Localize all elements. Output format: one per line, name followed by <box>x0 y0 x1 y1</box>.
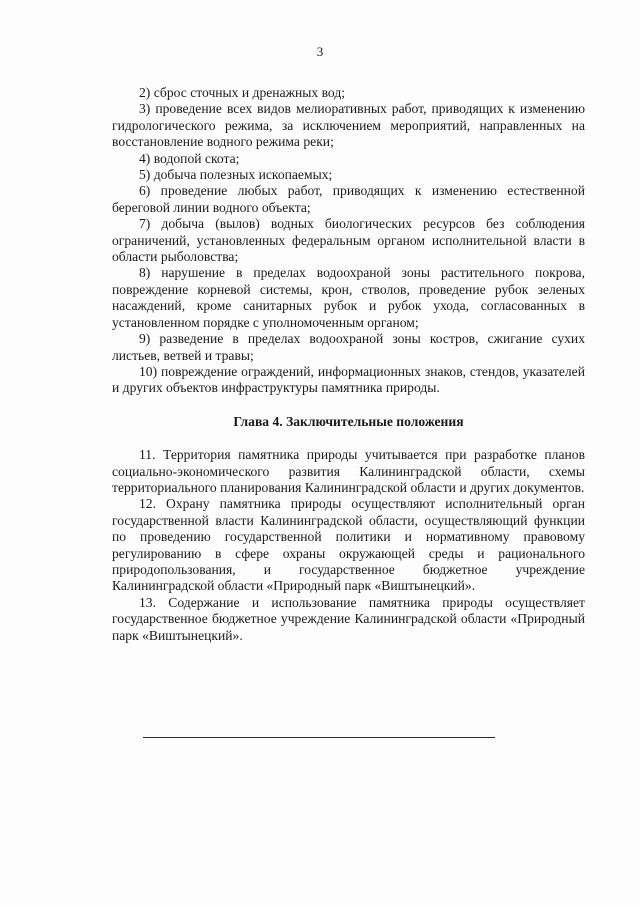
list-item: 5) добыча полезных ископаемых; <box>139 167 333 183</box>
prohibited-activities-list <box>112 85 585 397</box>
list-item: 7) добыча (вылов) водных биологических ресурсов без соблюдения ограничений, установленных федеральным органом исполнительной власти в области рыболовства; <box>112 216 585 265</box>
paragraph-12: 12. Охрану памятника природы осуществляют исполнительный орган государственной власти Калининградской области, осуществляющий функции по проведению государственной политики и нормативному правовому регулированию в сфере охраны окружающей среды и рационального природопользования, и государственное бюджетное учреждение Калининградской области «Природный парк «Виштынецкий». <box>112 496 585 594</box>
list-item: 9) разведение в пределах водоохраной зоны костров, сжигание сухих листьев, ветвей и травы; <box>112 331 585 363</box>
list-item: 2) сброс сточных и дренажных вод; <box>139 85 346 100</box>
final-provisions <box>112 447 585 644</box>
chapter-heading: Глава 4. Заключительные положения <box>233 413 464 429</box>
paragraph-13: 13. Содержание и использование памятника природы осуществляет государственное бюджетное учреждение Калининградской области «Природный парк «Виштынецкий». <box>112 594 585 643</box>
end-of-document-line <box>143 737 495 738</box>
list-item: 10) повреждение ограждений, информационных знаков, стендов, указателей и других объектов инфраструктуры памятника природы. <box>112 363 585 396</box>
list-item: 3) проведение всех видов мелиоративных работ, приводящих к изменению гидрологического режима, за исключением мероприятий, направленных на восстановление водного режима реки; <box>112 101 585 150</box>
page-number: 3 <box>316 44 324 59</box>
document-body <box>112 85 585 644</box>
paragraph-11: 11. Территория памятника природы учитывается при разработке планов социально-экономического развития Калининградской области, схемы территориального планирования Калининградской области и других документов. <box>112 447 585 495</box>
list-item: 4) водопой скота; <box>139 150 240 166</box>
list-item: 8) нарушение в пределах водоохраной зоны растительного покрова, повреждение корневой системы, крон, стволов, проведение рубок зеленых насаждений, кроме санитарных рубок и рубок ухода, согласованных в установленном порядке с уполномоченным органом; <box>112 265 585 330</box>
list-item: 6) проведение любых работ, приводящих к изменению естественной береговой линии водного объекта; <box>112 183 585 215</box>
